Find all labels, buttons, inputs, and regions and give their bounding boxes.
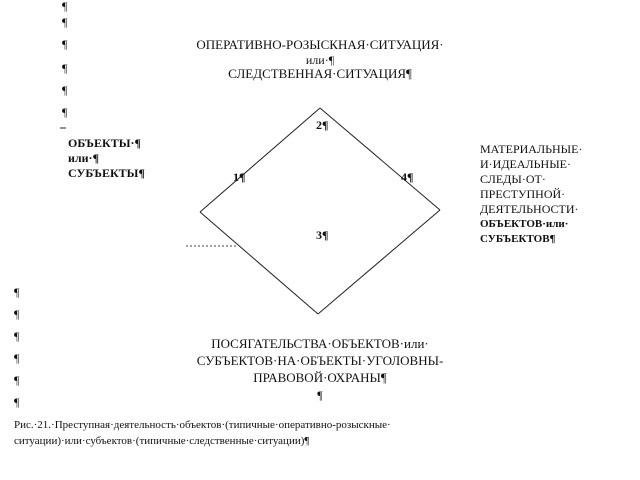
paragraph-mark: ¶ (62, 83, 68, 97)
paragraph-mark: ¶ (62, 105, 68, 119)
diagram-number-1: 1¶ (233, 170, 246, 184)
paragraph-mark: ¶ (62, 15, 68, 29)
left-label-line-1: ОБЪЕКТЫ·¶ (68, 136, 141, 150)
paragraph-mark: ¶ (62, 61, 68, 75)
paragraph-mark: ¶ (14, 307, 20, 321)
right-label-line-6: ОБЪЕКТОВ·или· (480, 218, 569, 230)
diagram-number-4: 4¶ (401, 170, 414, 184)
caption-line-1: Рис.·21.·Преступная·деятельность·объектов·(типичные·оперативно-розыскные· (14, 419, 391, 431)
paragraph-mark: ¶ (62, 37, 68, 51)
bottom-label-line-3: ПРАВОВОЙ·ОХРАНЫ¶ (253, 370, 387, 385)
bottom-label-line-2: СУБЪЕКТОВ·НА·ОБЪЕКТЫ·УГОЛОВНЫ- (196, 353, 444, 368)
left-label-line-2: или·¶ (68, 151, 100, 165)
paragraph-mark: ¶ (14, 329, 20, 343)
right-label-line-4: ПРЕСТУПНОЙ· (480, 187, 566, 201)
right-label-line-5: ДЕЯТЕЛЬНОСТИ· (480, 202, 579, 216)
right-label-line-1: МАТЕРИАЛЬНЫЕ· (480, 142, 583, 156)
caption-line-2: ситуации)·или·субъектов·(типичные·следственные·ситуации)¶ (14, 435, 310, 447)
bottom-label-line-4: ¶ (317, 388, 323, 402)
paragraph-mark: ¶ (14, 285, 20, 299)
header-line-3: СЛЕДСТВЕННАЯ·СИТУАЦИЯ¶ (228, 66, 412, 81)
right-label-line-3: СЛЕДЫ·ОТ· (480, 172, 546, 186)
diagram-number-3: 3¶ (316, 228, 329, 242)
right-label-line-7: СУБЪЕКТОВ¶ (480, 233, 556, 245)
left-label-line-3: СУБЪЕКТЫ¶ (68, 166, 145, 180)
diagram-number-2: 2¶ (316, 118, 329, 132)
paragraph-mark: ¶ (14, 373, 20, 387)
right-label-line-2: И·ИДЕАЛЬНЫЕ· (480, 157, 571, 171)
header-line-1: ОПЕРАТИВНО-РОЗЫСКНАЯ·СИТУАЦИЯ· (196, 37, 444, 52)
header-line-2: или·¶ (305, 53, 335, 67)
paragraph-mark: ¶ (14, 395, 20, 409)
paragraph-mark: ¶ (62, 0, 68, 13)
paragraph-mark: ¶ (14, 351, 20, 365)
bottom-label-line-1: ПОСЯГАТЕЛЬСТВА·ОБЪЕКТОВ·или· (211, 336, 429, 351)
